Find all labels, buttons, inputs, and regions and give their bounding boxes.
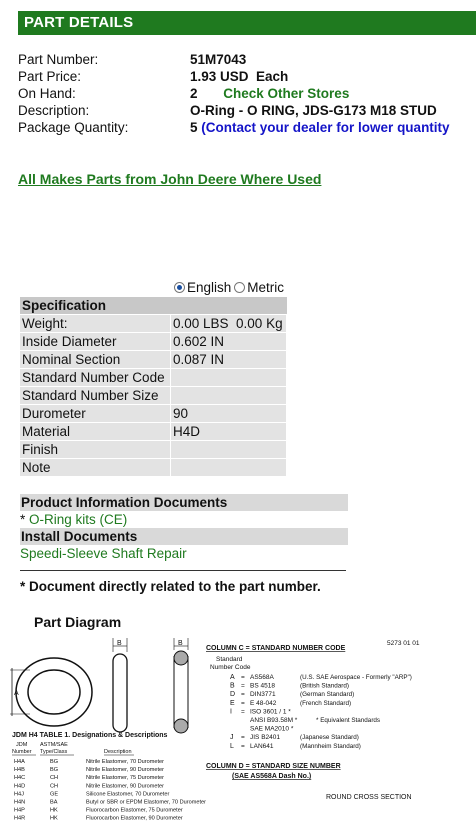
jdm-type: HK xyxy=(50,807,58,814)
spec-label: Durometer xyxy=(20,405,171,423)
jdm-number: H4P xyxy=(14,807,25,814)
standard-code-name: ISO 3601 / 1 * xyxy=(250,708,291,716)
spec-row-weight xyxy=(20,315,287,333)
standard-code-letter: B xyxy=(230,682,235,690)
column-c-sub2: Number Code xyxy=(210,664,251,671)
dim-a-label: A xyxy=(14,690,19,697)
standard-code-letter: A xyxy=(230,674,235,681)
spec-row-standard-number-size xyxy=(20,387,287,405)
jdm-number: H4N xyxy=(14,799,26,806)
spec-label: Standard Number Code xyxy=(20,369,171,387)
spec-row-standard-number-code xyxy=(20,369,287,387)
column-c-sub1: Standard xyxy=(216,656,243,663)
detail-label: Part Number: xyxy=(18,52,99,67)
part-diagram-title: Part Diagram xyxy=(34,614,122,630)
o-ring-kits-link[interactable]: O-Ring kits (CE) xyxy=(29,512,128,527)
english-radio[interactable] xyxy=(174,282,185,293)
section-top xyxy=(174,651,188,665)
spec-row-inside-diameter xyxy=(20,333,287,351)
install-documents-header: Install Documents xyxy=(20,528,348,545)
spec-label: Weight: xyxy=(20,315,171,333)
round-cross-section: ROUND CROSS SECTION xyxy=(326,794,412,801)
standard-code-equals: = xyxy=(241,682,245,690)
standard-code-equals: = xyxy=(241,699,245,707)
documents-section xyxy=(20,494,348,562)
dim-b-label: B xyxy=(117,640,122,647)
detail-value: 2 xyxy=(190,86,198,101)
dim-b-label-section: B xyxy=(178,640,183,647)
spec-value: H4D xyxy=(171,423,287,441)
standard-code-equals: = xyxy=(241,674,245,681)
jdm-header-1b: Number xyxy=(12,749,32,755)
standard-code-name: DIN3771 xyxy=(250,691,276,699)
jdm-number: H4J xyxy=(14,791,24,798)
spec-value xyxy=(171,387,287,405)
section-bottom xyxy=(174,719,188,733)
spec-value xyxy=(171,441,287,459)
metric-radio[interactable] xyxy=(234,282,245,293)
related-doc-marker: * xyxy=(20,512,30,527)
standard-code-equals: = xyxy=(241,708,245,716)
spec-label: Nominal Section xyxy=(20,351,171,369)
unit-selector xyxy=(174,280,284,295)
standard-code-equals: = xyxy=(241,691,245,699)
jdm-number: H4A xyxy=(14,759,25,765)
metric-label[interactable]: Metric xyxy=(247,280,285,295)
spec-row-material xyxy=(20,423,287,441)
spec-value xyxy=(171,369,287,387)
standard-code-description: (Mannheim Standard) xyxy=(300,742,361,750)
column-c-heading: COLUMN C = STANDARD NUMBER CODE xyxy=(206,645,346,652)
all-makes-where-used-link[interactable]: All Makes Parts from John Deere Where Used xyxy=(18,171,322,187)
jdm-type: BG xyxy=(50,767,59,774)
standard-code-description: (British Standard) xyxy=(300,682,349,690)
detail-label: On Hand: xyxy=(18,86,76,101)
jdm-table-title: JDM H4 TABLE 1. Designations & Descriptions xyxy=(12,732,168,739)
spec-label: Standard Number Size xyxy=(20,387,171,405)
spec-value: 90 xyxy=(171,405,287,423)
spec-value: 0.00 LBS 0.00 Kg xyxy=(171,315,287,333)
jdm-type: CH xyxy=(50,775,59,782)
part-diagram xyxy=(10,636,476,835)
standard-code-name: SAE MA2010 * xyxy=(250,725,294,733)
standard-code-name: ANSI B93.58M * xyxy=(250,717,298,724)
spec-value xyxy=(171,459,287,477)
standard-code-name: AS568A xyxy=(250,674,274,681)
detail-value: 1.93 USD Each xyxy=(190,69,289,84)
english-label[interactable]: English xyxy=(187,280,232,295)
jdm-type: HK xyxy=(50,815,58,822)
spec-row-note xyxy=(20,459,287,477)
part-diagram-drawing xyxy=(10,636,476,835)
standard-code-description: * Equivalent Standards xyxy=(316,717,381,724)
speedi-sleeve-link[interactable]: Speedi-Sleeve Shaft Repair xyxy=(20,546,187,561)
jdm-header-1a: JDM xyxy=(16,742,28,748)
standard-code-letter: L xyxy=(230,742,234,750)
standard-code-description: (Japanese Standard) xyxy=(300,734,359,742)
jdm-description: Fluorocarbon Elastomer, 75 Durometer xyxy=(86,807,183,814)
spec-value: 0.087 IN xyxy=(171,351,287,369)
standard-code-description: (U.S. SAE Aerospace - Formerly "ARP") xyxy=(300,674,412,681)
standard-code-letter: E xyxy=(230,699,235,707)
spec-row-nominal-section xyxy=(20,351,287,369)
part-details-header: PART DETAILS xyxy=(18,11,476,35)
detail-label: Part Price: xyxy=(18,69,82,84)
standard-code-name: E 48-042 xyxy=(250,699,277,707)
jdm-header-2a: ASTM/SAE xyxy=(40,742,68,748)
jdm-description: Nitrile Elastomer, 70 Durometer xyxy=(86,759,165,765)
jdm-description: Nitrile Elastomer, 90 Durometer xyxy=(86,783,165,790)
standard-code-description: (German Standard) xyxy=(300,691,355,699)
jdm-type: BA xyxy=(50,799,58,806)
column-d-sub: (SAE AS568A Dash No.) xyxy=(232,773,312,780)
standard-code-name: JIS B2401 xyxy=(250,734,280,742)
detail-value: O-Ring - O RING, JDS-G173 M18 STUD xyxy=(190,103,437,118)
jdm-number: H4C xyxy=(14,775,26,782)
jdm-description: Fluorocarbon Elastomer, 90 Durometer xyxy=(86,815,183,822)
check-other-stores-link[interactable]: Check Other Stores xyxy=(223,86,350,101)
related-document-footnote: * Document directly related to the part number. xyxy=(20,579,321,594)
jdm-description: Butyl or SBR or EPDM Elastomer, 70 Durometer xyxy=(86,799,206,806)
jdm-type: GE xyxy=(50,791,59,798)
standard-code-letter: D xyxy=(230,691,236,699)
standard-code-equals: = xyxy=(241,734,245,742)
contact-dealer-note: (Contact your dealer for lower quantity xyxy=(201,120,450,135)
spec-label: Note xyxy=(20,459,171,477)
package-quantity-group xyxy=(190,120,450,135)
jdm-description: Nitrile Elastomer, 90 Durometer xyxy=(86,767,165,774)
detail-value: 5 xyxy=(190,120,198,135)
spec-row-finish xyxy=(20,441,287,459)
standard-code-name: BS 4518 xyxy=(250,682,275,690)
spec-label: Material xyxy=(20,423,171,441)
jdm-description: Silicone Elastomer, 70 Durometer xyxy=(86,791,170,798)
standard-codes-list xyxy=(230,674,412,750)
on-hand-value-group xyxy=(190,86,349,101)
product-information-documents-header: Product Information Documents xyxy=(20,494,348,511)
jdm-header-2b: Type/Class xyxy=(40,749,68,755)
column-d-heading: COLUMN D = STANDARD SIZE NUMBER xyxy=(206,763,341,770)
spec-label: Finish xyxy=(20,441,171,459)
specification-header: Specification xyxy=(20,297,287,315)
spec-label: Inside Diameter xyxy=(20,333,171,351)
spec-value: 0.602 IN xyxy=(171,333,287,351)
oring-side-view xyxy=(113,654,127,732)
spec-row-durometer xyxy=(20,405,287,423)
detail-label: Description: xyxy=(18,103,90,118)
jdm-type: BG xyxy=(50,759,59,765)
standard-code-name: LAN641 xyxy=(250,742,274,750)
standard-code-letter: I xyxy=(230,708,232,716)
jdm-number: H4R xyxy=(14,815,26,822)
jdm-table-rows xyxy=(14,759,206,822)
detail-label: Package Quantity: xyxy=(18,120,129,135)
specification-table xyxy=(20,297,287,477)
jdm-number: H4B xyxy=(14,767,25,774)
standard-code-equals: = xyxy=(241,742,245,750)
jdm-description: Nitrile Elastomer, 75 Durometer xyxy=(86,775,165,782)
detail-value: 51M7043 xyxy=(190,52,247,67)
jdm-header-3: Description xyxy=(104,749,132,755)
product-doc-item xyxy=(20,511,348,528)
standard-code-letter: J xyxy=(230,734,234,742)
standard-code-description: (French Standard) xyxy=(300,699,352,707)
jdm-number: H4D xyxy=(14,783,26,790)
drawing-number: 5273 01 01 xyxy=(387,640,420,647)
oring-inner-circle xyxy=(28,670,80,714)
divider xyxy=(20,570,346,571)
jdm-type: CH xyxy=(50,783,59,790)
